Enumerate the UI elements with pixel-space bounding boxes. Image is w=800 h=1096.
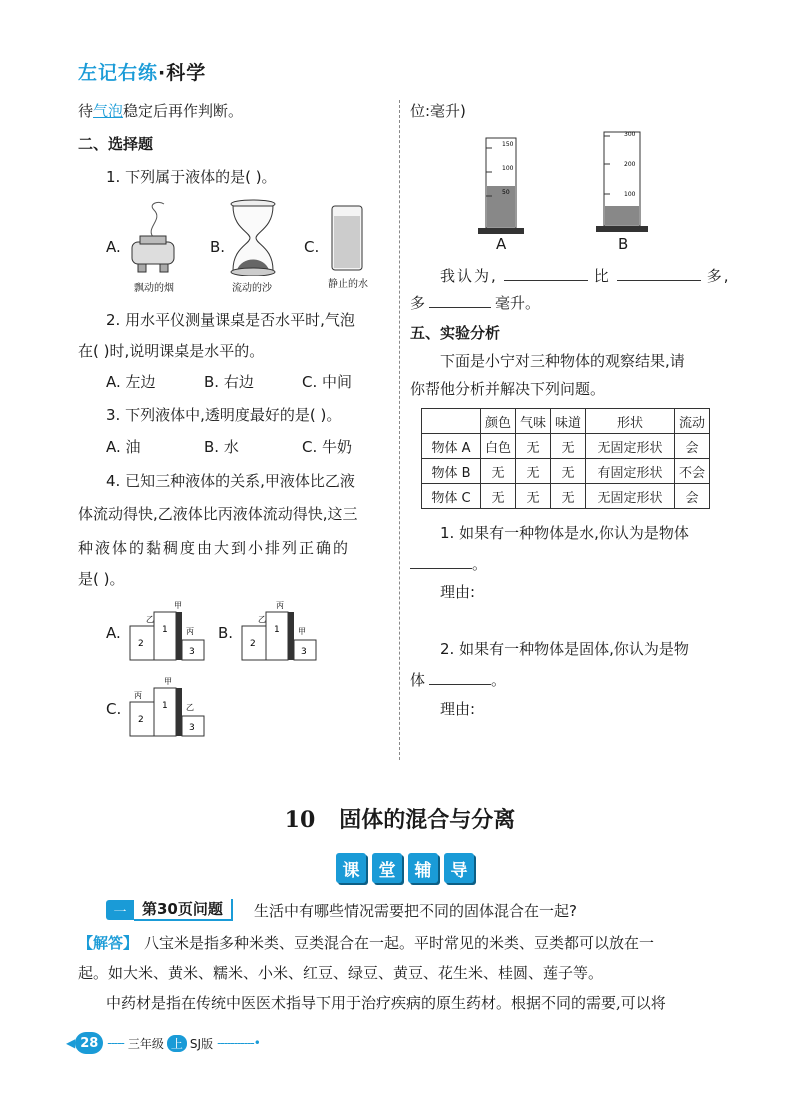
table-cell: 无固定形状 xyxy=(586,434,675,459)
column-divider xyxy=(399,100,400,760)
table-cell: 无 xyxy=(516,434,551,459)
cylinder-a xyxy=(472,128,542,238)
page-number: 28 xyxy=(75,1032,103,1054)
podium-b-second: 乙 xyxy=(258,615,266,624)
q1-option-b: B. xyxy=(210,238,226,256)
footer-edition: SJ版 xyxy=(189,1036,214,1051)
podium-b-num2: 2 xyxy=(250,639,256,649)
q4-option-a: A. xyxy=(106,624,121,642)
fill-sentence-1 xyxy=(440,265,731,287)
podium-c-num2: 2 xyxy=(138,715,144,725)
podium-a-num2: 2 xyxy=(138,639,144,649)
table-cell: 无 xyxy=(551,434,586,459)
table-cell: 无 xyxy=(481,484,516,509)
page-question-tag xyxy=(106,898,233,922)
classroom-guide-banner xyxy=(336,853,474,883)
cylinder-a-label: A xyxy=(496,235,507,253)
footer-dash-icon: -----------• xyxy=(217,1036,260,1050)
table-cell: 无 xyxy=(551,484,586,509)
podium-b-num1: 1 xyxy=(274,625,280,635)
banner-tile: 导 xyxy=(444,853,474,883)
q2-option-b: B. 右边 xyxy=(204,373,254,391)
hourglass-image xyxy=(228,198,278,276)
reason-label-1: 理由: xyxy=(440,583,476,601)
fill2-prefix: 多 xyxy=(410,294,426,312)
cylinder-b xyxy=(590,126,660,238)
question-1: 1. 下列属于液体的是( )。 xyxy=(106,168,277,186)
cylinder-b-label: B xyxy=(618,235,629,253)
answer-blank-3[interactable] xyxy=(429,293,491,308)
section-choice-title: 二、选择题 xyxy=(78,135,154,153)
podium-a xyxy=(126,600,206,662)
banner-tile: 辅 xyxy=(408,853,438,883)
answer-blank-1[interactable] xyxy=(504,266,588,281)
table-row xyxy=(422,459,710,484)
analysis-intro-line2: 你帮他分析并解决下列问题。 xyxy=(410,380,606,398)
table-header-cell: 味道 xyxy=(551,409,586,434)
podium-a-num1: 1 xyxy=(162,625,168,635)
podium-c-second: 丙 xyxy=(134,691,142,700)
sq2-end: 。 xyxy=(491,671,507,689)
analysis-intro-line1: 下面是小宁对三种物体的观察结果,请 xyxy=(440,352,685,370)
q3-option-a: A. 油 xyxy=(106,438,141,456)
answer-blank-5[interactable] xyxy=(429,670,491,685)
q4-option-c: C. xyxy=(106,700,122,718)
brand-header xyxy=(78,58,206,85)
table-row xyxy=(422,434,710,459)
q2-option-a: A. 左边 xyxy=(106,373,156,391)
water-glass-image xyxy=(330,204,364,272)
sub-question-2: 2. 如果有一种物体是固体,你认为是物 xyxy=(440,640,689,658)
chapter-number: 10 xyxy=(284,807,316,833)
fill-prefix: 我认为, xyxy=(440,267,498,285)
podium-c-first: 甲 xyxy=(164,677,172,686)
caption-smoke: 飘动的烟 xyxy=(134,283,174,294)
podium-c-num1: 1 xyxy=(162,701,168,711)
table-cell: 不会 xyxy=(675,459,710,484)
table-cell: 无 xyxy=(551,459,586,484)
answer-blank-4[interactable] xyxy=(410,554,472,569)
sub-question-1-answer xyxy=(410,553,487,575)
podium-b-third: 甲 xyxy=(298,627,306,636)
table-cell: 物体 B xyxy=(422,459,481,484)
banner-tile: 课 xyxy=(336,853,366,883)
table-cell: 有固定形状 xyxy=(586,459,675,484)
cyl-b-tick-200: 200 xyxy=(624,161,636,168)
intro-suffix: 稳定后再作判断。 xyxy=(123,102,244,120)
question-4-line3: 种液体的黏稠度由大到小排列正确的 xyxy=(78,539,351,557)
podium-b xyxy=(238,600,318,662)
question-2-line1: 2. 用水平仪测量课桌是否水平时,气泡 xyxy=(106,311,355,329)
table-cell: 无 xyxy=(481,459,516,484)
question-3: 3. 下列液体中,透明度最好的是( )。 xyxy=(106,406,342,424)
footer-arrow-icon: ◀ xyxy=(66,1036,76,1050)
tag-text: 第30页问题 xyxy=(134,899,233,921)
section-analysis-title: 五、实验分析 xyxy=(410,324,501,342)
table-header-cell: 流动 xyxy=(675,409,710,434)
paragraph-2: 中药材是指在传统中医医术指导下用于治疗疾病的原生药材。根据不同的需要,可以将 xyxy=(106,994,666,1012)
podium-a-second: 乙 xyxy=(146,615,154,624)
table-header-cell: 形状 xyxy=(586,409,675,434)
table-header-cell: 颜色 xyxy=(481,409,516,434)
page-footer xyxy=(66,1032,264,1054)
podium-b-num3: 3 xyxy=(301,647,307,657)
observation-table xyxy=(421,408,710,509)
cyl-a-tick-100: 100 xyxy=(502,165,514,172)
banner-tile: 堂 xyxy=(372,853,402,883)
answer-line-1 xyxy=(78,932,654,954)
question-4-line2: 体流动得快,乙液体比丙液体流动得快,这三 xyxy=(78,505,358,523)
table-header-row xyxy=(422,409,710,434)
table-cell: 无固定形状 xyxy=(586,484,675,509)
footer-dash-icon: ----- xyxy=(107,1036,124,1050)
fill-sentence-2 xyxy=(410,292,540,314)
cyl-a-tick-150: 150 xyxy=(502,141,514,148)
podium-b-first: 丙 xyxy=(276,601,284,610)
q4-option-b: B. xyxy=(218,624,234,642)
cyl-b-tick-300: 300 xyxy=(624,131,636,138)
reason-label-2: 理由: xyxy=(440,700,476,718)
cyl-b-tick-100: 100 xyxy=(624,191,636,198)
sub-question-2-answer xyxy=(410,669,506,691)
smoke-censer-image xyxy=(124,198,182,276)
podium-a-num3: 3 xyxy=(189,647,195,657)
answer-line-2: 起。如大米、黄米、糯米、小米、红豆、绿豆、黄豆、花生米、桂圆、莲子等。 xyxy=(78,964,604,982)
fill2-suffix: 毫升。 xyxy=(495,294,541,312)
brand-dot: · xyxy=(158,62,167,84)
answer-label: 【解答】 xyxy=(78,934,139,952)
q2-option-c: C. 中间 xyxy=(302,373,353,391)
caption-sand: 流动的沙 xyxy=(232,283,272,294)
question-2-line2: 在( )时,说明课桌是水平的。 xyxy=(78,342,265,360)
podium-c-third: 乙 xyxy=(186,703,194,712)
fill-mid: 比 xyxy=(593,267,611,285)
sq1-end: 。 xyxy=(472,555,488,573)
table-header-cell xyxy=(422,409,481,434)
chapter-title xyxy=(0,803,800,834)
podium-c-num3: 3 xyxy=(189,723,195,733)
fill-suffix: 多, xyxy=(706,267,731,285)
bubble-link[interactable]: 气泡 xyxy=(93,102,124,120)
answer-blank-2[interactable] xyxy=(617,266,701,281)
chapter-name: 固体的混合与分离 xyxy=(339,807,516,833)
q1-option-c: C. xyxy=(304,238,320,256)
table-row xyxy=(422,484,710,509)
table-header-cell: 气味 xyxy=(516,409,551,434)
section-question: 生活中有哪些情况需要把不同的固体混合在一起? xyxy=(254,902,577,920)
caption-water: 静止的水 xyxy=(328,279,368,290)
question-4-line1: 4. 已知三种液体的关系,甲液体比乙液 xyxy=(106,472,355,490)
brand-subject: 科学 xyxy=(166,62,207,84)
tag-icon: 一 xyxy=(106,900,134,920)
q1-option-a: A. xyxy=(106,238,121,256)
table-cell: 物体 A xyxy=(422,434,481,459)
table-cell: 白色 xyxy=(481,434,516,459)
question-4-line4: 是( )。 xyxy=(78,570,125,588)
table-cell: 会 xyxy=(675,484,710,509)
intro-prefix: 待 xyxy=(78,102,94,120)
sub-question-1: 1. 如果有一种物体是水,你认为是物体 xyxy=(440,524,689,542)
table-cell: 无 xyxy=(516,484,551,509)
table-cell: 物体 C xyxy=(422,484,481,509)
sq2-prefix: 体 xyxy=(410,671,426,689)
footer-term: 上 xyxy=(167,1035,187,1052)
podium-a-first: 甲 xyxy=(174,601,182,610)
unit-line: 位:毫升) xyxy=(410,102,466,120)
q3-option-c: C. 牛奶 xyxy=(302,438,353,456)
answer-text-1: 八宝米是指多种米类、豆类混合在一起。平时常见的米类、豆类都可以放在一 xyxy=(144,934,655,952)
intro-line xyxy=(78,100,243,122)
podium-a-third: 丙 xyxy=(186,627,194,636)
cyl-a-tick-50: 50 xyxy=(502,189,510,196)
table-cell: 会 xyxy=(675,434,710,459)
brand-name: 左记右练 xyxy=(78,62,159,84)
q3-option-b: B. 水 xyxy=(204,438,239,456)
table-cell: 无 xyxy=(516,459,551,484)
podium-c xyxy=(126,676,206,738)
footer-grade: 三年级 xyxy=(127,1036,164,1051)
